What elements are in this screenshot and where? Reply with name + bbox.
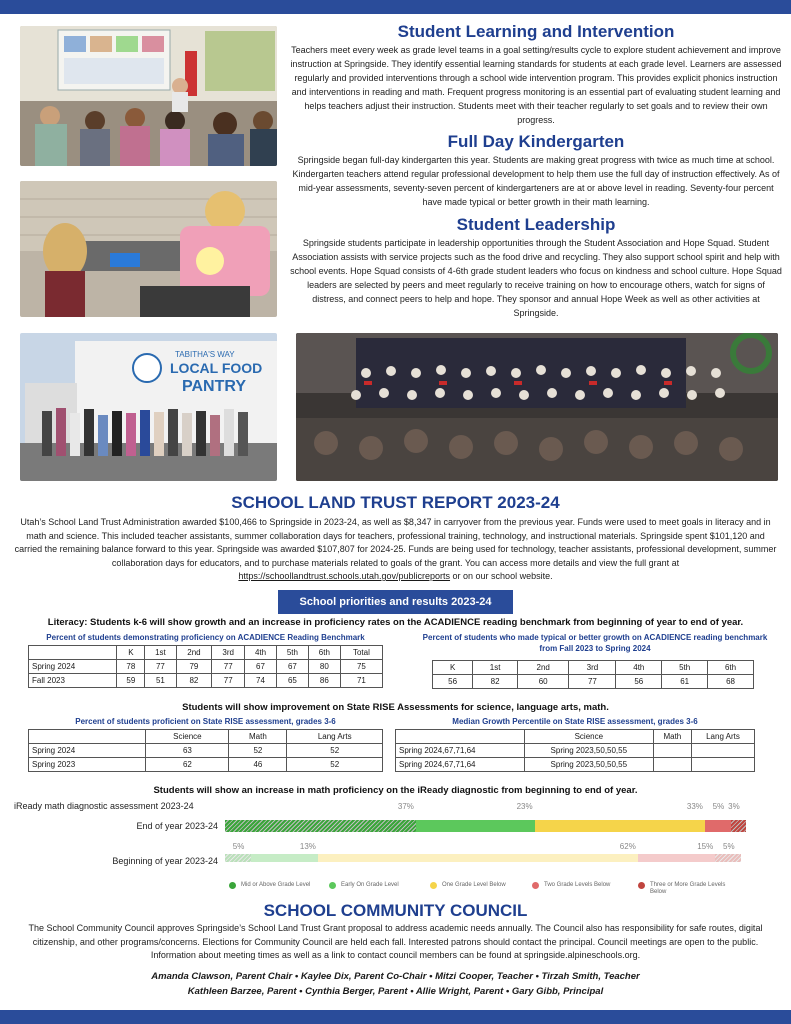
- table-cell: 52: [287, 744, 383, 758]
- column-header: Science: [146, 730, 229, 744]
- bar-segment: [715, 854, 741, 862]
- column-header: 5th: [276, 646, 308, 660]
- column-header: 3rd: [569, 661, 616, 675]
- bar-segment: [416, 820, 535, 832]
- iready-chart: [0, 796, 791, 898]
- table-cell: 56: [433, 675, 473, 689]
- column-header: Lang Arts: [692, 730, 755, 744]
- column-header: 4th: [616, 661, 662, 675]
- rise-proficiency-table: [28, 729, 383, 772]
- column-header: 6th: [308, 646, 340, 660]
- bottom-color-bar: [0, 1010, 791, 1024]
- legend-swatch: [638, 882, 645, 889]
- table-cell: 82: [176, 674, 212, 688]
- data-label: 5%: [712, 802, 725, 811]
- acadience-proficiency-caption: Percent of students demonstrating proficiency on ACADIENCE Reading Benchmark: [46, 633, 365, 642]
- table-cell: 62: [146, 758, 229, 772]
- table-cell: 74: [245, 674, 277, 688]
- table-cell: 67: [276, 660, 308, 674]
- legend-swatch: [229, 882, 236, 889]
- table-cell: 56: [616, 675, 662, 689]
- column-header: 1st: [145, 646, 176, 660]
- land-trust-text: Utah’s School Land Trust Administration awarded $100,466 to Springside in 2023-24, as well as $8,347 in carryover from the previous year. Funds were used to meet goals in literacy and in math and science. This included teacher assistants, summer collaboration days for teachers, professional training, technology, and instructional materials. Springside spent $101,120 and carried the remaining balance forward to this year. Springside was awarded $107,807 for 2024-25. Funds are being used for technology, teacher assistants, professional development, summer collaboration days for educators, and to purchase materials related to goals of the grant. You can access more details and view the full grant at: [14, 517, 777, 568]
- row-label: Spring 2024,67,71,64: [396, 744, 525, 758]
- land-trust-tail: or on our school website.: [450, 571, 553, 581]
- learning-title: Student Learning and Intervention: [397, 22, 675, 41]
- legend-label: Two Grade Levels Below: [544, 882, 611, 888]
- public-reports-link[interactable]: https://schoollandtrust.schools.utah.gov/publicreports: [238, 571, 451, 581]
- table-cell: Spring 2023,50,50,55: [524, 758, 653, 772]
- truck-sign-line3: PANTRY: [182, 378, 246, 395]
- column-header: Lang Arts: [287, 730, 383, 744]
- column-header: [396, 730, 525, 744]
- column-header: 1st: [473, 661, 518, 675]
- leadership-title: Student Leadership: [456, 215, 616, 234]
- legend-label: Three or More Grade Levels Below: [650, 882, 726, 895]
- table-cell: 52: [287, 758, 383, 772]
- row-label: Spring 2023: [29, 758, 146, 772]
- council-members-line2: Kathleen Barzee, Parent • Cynthia Berger, Parent • Allie Wright, Parent • Gary Gibb, Principal: [187, 986, 604, 997]
- rise-goal: Students will show improvement on State RISE Assessments for science, language arts, math.: [182, 702, 609, 713]
- column-header: Total: [340, 646, 382, 660]
- bar-segment: [638, 854, 715, 862]
- table-cell: 52: [229, 744, 287, 758]
- table-cell: 75: [340, 660, 382, 674]
- column-header: 4th: [245, 646, 277, 660]
- table-row: [396, 758, 755, 772]
- legend-label: Mid or Above Grade Level: [241, 882, 311, 888]
- column-header: Science: [524, 730, 653, 744]
- classroom-photo: [20, 26, 277, 166]
- bar-segment: [225, 854, 251, 862]
- data-label: 5%: [232, 842, 245, 851]
- table-row: [29, 744, 383, 758]
- table-cell: [653, 758, 691, 772]
- table-cell: 63: [146, 744, 229, 758]
- data-label: 3%: [728, 802, 740, 811]
- priorities-banner: School priorities and results 2023-24: [278, 590, 513, 614]
- table-cell: 60: [517, 675, 569, 689]
- table-cell: 67: [245, 660, 277, 674]
- column-header: Math: [229, 730, 287, 744]
- top-color-bar: [0, 0, 791, 14]
- table-cell: 78: [117, 660, 145, 674]
- data-label: 5%: [723, 842, 735, 851]
- row-label: Spring 2024: [29, 744, 146, 758]
- table-cell: 86: [308, 674, 340, 688]
- column-header: K: [433, 661, 473, 675]
- table-row: [396, 744, 755, 758]
- column-header: K: [117, 646, 145, 660]
- legend-swatch: [329, 882, 336, 889]
- row-label: Fall 2023: [29, 674, 117, 688]
- table-cell: 77: [145, 660, 176, 674]
- table-cell: 77: [569, 675, 616, 689]
- table-cell: 77: [212, 674, 245, 688]
- choir-concert-photo: [296, 333, 778, 481]
- acadience-growth-caption: Percent of students who made typical or better growth on ACADIENCE reading benchmark from Fall 2023 to Spring 2024: [422, 633, 768, 653]
- bar-segment: [251, 854, 318, 862]
- kindergarten-photo: [20, 181, 277, 317]
- table-row: [29, 674, 383, 688]
- data-label: 13%: [299, 842, 316, 851]
- legend-swatch: [532, 882, 539, 889]
- rise-growth-caption: Median Growth Percentile on State RISE assessment, grades 3-6: [452, 717, 698, 726]
- learning-body: Teachers meet every week as grade level teams in a goal setting/results cycle to explore student achievement and improve instruction at Springside. They identify essential learning standards for students at each grade level. Learners are assessed regularly and provided interventions through a school wide intervention program. This provides explicit phonics instruction and interventions in reading and math. Frequent progress monitoring is an essential part of evaluating student learning and helps teachers adjust their instruction. Students meet with their teacher regularly to set goals and to review their own progress.: [290, 45, 782, 125]
- table-row: [433, 675, 754, 689]
- iready-goal: Students will show an increase in math proficiency on the iReady diagnostic from beginning to end of year.: [153, 785, 638, 796]
- legend-swatch: [430, 882, 437, 889]
- table-cell: 82: [473, 675, 518, 689]
- leadership-body: Springside students participate in leadership opportunities through the Student Association and Hope Squad. Student Association assists with service projects such as the food drive and recycling. They also support school spirit and help with school events. Hope Squad consists of 4-6th grade student leaders who focus on kindness and school culture. Hope Squad leaders are selected by peers and meet regularly to receive training on how to encourage others, watch for signs of distress, and connect peers to help and hope. They sponsor and annual Hope Week as well as other activities at Springside.: [290, 238, 782, 318]
- kindergarten-body: Springside began full-day kindergarten this year. Students are making great progress with twice as much time at school. Kindergarten teachers attend regular professional development to help them use the full day of instruction effectively. As of mid-year assessments, seventy-seven percent of kindergarteners are at or above level in reading. Seventy-four percent have made typical or better growth in their math learning.: [292, 155, 780, 207]
- column-header: Math: [653, 730, 691, 744]
- table-header-row: [396, 730, 755, 744]
- data-label: 23%: [516, 802, 533, 811]
- table-row: [29, 758, 383, 772]
- table-cell: [692, 744, 755, 758]
- legend-label: One Grade Level Below: [442, 882, 506, 888]
- literacy-goal: Literacy: Students k-6 will show growth and an increase in proficiency rates on the ACADIENCE reading benchmark from beginning of year to end of year.: [47, 617, 744, 628]
- kindergarten-title: Full Day Kindergarten: [447, 132, 625, 151]
- table-cell: Spring 2023,50,50,55: [524, 744, 653, 758]
- boy-row-label: Beginning of year 2023-24: [112, 856, 218, 866]
- column-header: 2nd: [517, 661, 569, 675]
- council-body: The School Community Council approves Springside’s School Land Trust Grant proposal to address academic needs annually. The Council also has responsibility for safe routes, digital citizenship, and other programs/concerns. Elections for Community Council are held each fall. Interested patrons should contact the principal. Council meetings are open to the public. Information about meeting times as well as a link to contact council members can be found at springside.alpineschools.org.: [28, 923, 763, 960]
- eoy-row-label: End of year 2023-24: [136, 821, 218, 831]
- table-cell: [692, 758, 755, 772]
- table-cell: 65: [276, 674, 308, 688]
- bar-segment: [705, 820, 731, 832]
- table-cell: [653, 744, 691, 758]
- iready-chart-title: iReady math diagnostic assessment 2023-24: [14, 801, 194, 811]
- table-cell: 61: [662, 675, 708, 689]
- council-title: SCHOOL COMMUNITY COUNCIL: [263, 901, 528, 920]
- table-cell: 77: [212, 660, 245, 674]
- table-header-row: [29, 646, 383, 660]
- land-trust-body: [12, 516, 779, 584]
- column-header: 6th: [708, 661, 754, 675]
- rise-growth-table: [395, 729, 755, 772]
- column-header: 5th: [662, 661, 708, 675]
- column-header: [29, 730, 146, 744]
- table-cell: 68: [708, 675, 754, 689]
- column-header: 3rd: [212, 646, 245, 660]
- acadience-growth-table: [432, 660, 754, 689]
- food-pantry-photo: [20, 333, 277, 481]
- bar-segment: [731, 820, 746, 832]
- data-label: 33%: [686, 802, 703, 811]
- data-label: 62%: [619, 842, 636, 851]
- column-header: 2nd: [176, 646, 212, 660]
- acadience-proficiency-table: [28, 645, 383, 688]
- row-label: Spring 2024: [29, 660, 117, 674]
- table-cell: 79: [176, 660, 212, 674]
- land-trust-title: SCHOOL LAND TRUST REPORT 2023-24: [231, 493, 560, 512]
- council-members-line1: Amanda Clawson, Parent Chair • Kaylee Dix, Parent Co-Chair • Mitzi Cooper, Teacher • Tirzah Smith, Teacher: [151, 971, 640, 982]
- truck-sign-line1: TABITHA'S WAY: [175, 350, 235, 359]
- data-label: 37%: [397, 802, 414, 811]
- legend-label: Early On Grade Level: [341, 882, 399, 888]
- table-cell: 59: [117, 674, 145, 688]
- bar-segment: [225, 820, 416, 832]
- row-label: Spring 2024,67,71,64: [396, 758, 525, 772]
- table-cell: 51: [145, 674, 176, 688]
- table-cell: 80: [308, 660, 340, 674]
- table-header-row: [29, 730, 383, 744]
- bar-segment: [318, 854, 638, 862]
- table-cell: 71: [340, 674, 382, 688]
- table-cell: 46: [229, 758, 287, 772]
- truck-sign-line2: LOCAL FOOD: [170, 360, 263, 376]
- data-label: 15%: [697, 842, 714, 851]
- table-header-row: [433, 661, 754, 675]
- table-row: [29, 660, 383, 674]
- bar-segment: [535, 820, 705, 832]
- column-header: [29, 646, 117, 660]
- rise-proficiency-caption: Percent of students proficient on State RISE assessment, grades 3-6: [75, 717, 336, 726]
